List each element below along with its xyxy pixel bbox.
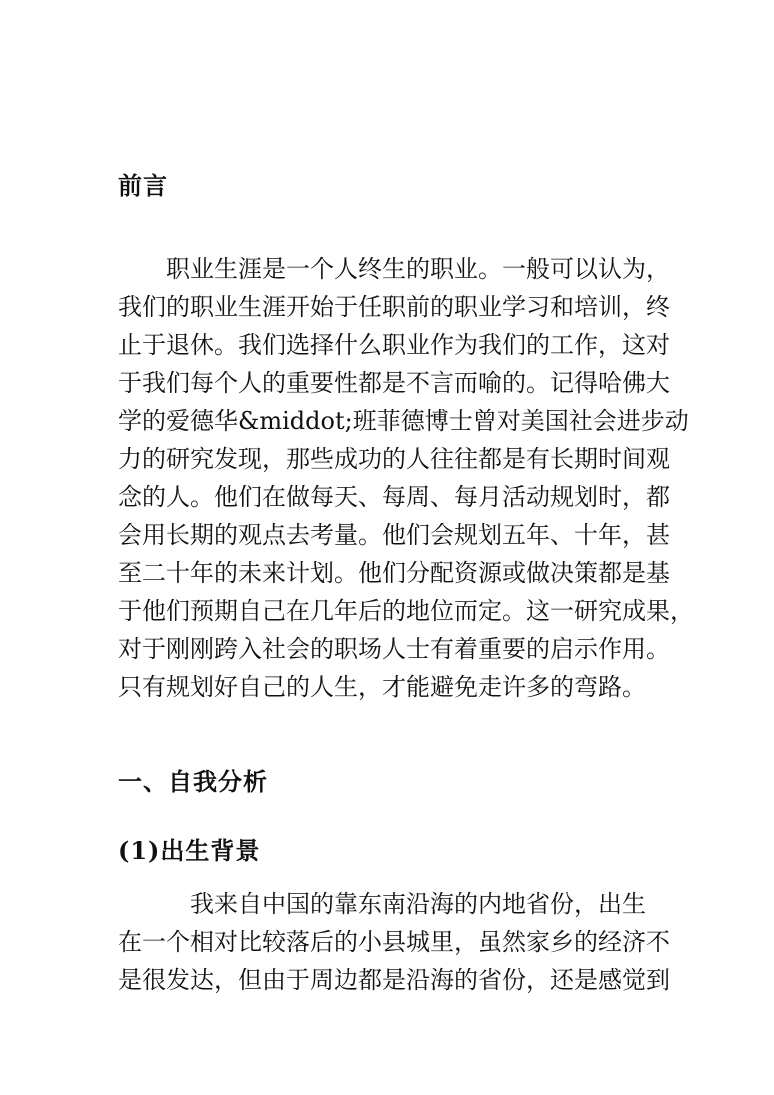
paragraph-line: 我们的职业生涯开始于任职前的职业学习和培训，终 [118, 293, 670, 321]
paragraph-line: 于他们预期自己在几年后的地位而定。这一研究成果， [118, 597, 694, 625]
birth-background-paragraph [118, 885, 670, 999]
section-heading-self-analysis: 一、自我分析 [118, 767, 268, 796]
paragraph-line: 止于退休。我们选择什么职业作为我们的工作，这对 [118, 331, 670, 359]
paragraph-line: 职业生涯是一个人终生的职业。一般可以认为， [118, 255, 670, 283]
paragraph-line: 学的爱德华&middot;班菲德博士曾对美国社会进步动 [118, 407, 689, 435]
paragraph-line: 只有规划好自己的人生，才能避免走许多的弯路。 [118, 673, 646, 701]
paragraph-line: 力的研究发现，那些成功的人往往都是有长期时间观 [118, 445, 670, 473]
paragraph-line: 会用长期的观点去考量。他们会规划五年、十年，甚 [118, 521, 670, 549]
paragraph-line: 对于刚刚跨入社会的职场人士有着重要的启示作用。 [118, 635, 670, 663]
paragraph-line: 于我们每个人的重要性都是不言而喻的。记得哈佛大 [118, 369, 670, 397]
paragraph-line: 我来自中国的靠东南沿海的内地省份，出生 [118, 890, 646, 918]
paragraph-line: 念的人。他们在做每天、每周、每月活动规划时，都 [118, 483, 670, 511]
subsection-heading-birth-background: (1)出生背景 [118, 836, 261, 865]
paragraph-line: 在一个相对比较落后的小县城里，虽然家乡的经济不 [118, 928, 670, 956]
preface-heading: 前言 [118, 171, 168, 200]
paragraph-line: 至二十年的未来计划。他们分配资源或做决策都是基 [118, 559, 670, 587]
paragraph-line: 是很发达，但由于周边都是沿海的省份，还是感觉到 [118, 966, 670, 994]
preface-paragraph [118, 250, 694, 706]
